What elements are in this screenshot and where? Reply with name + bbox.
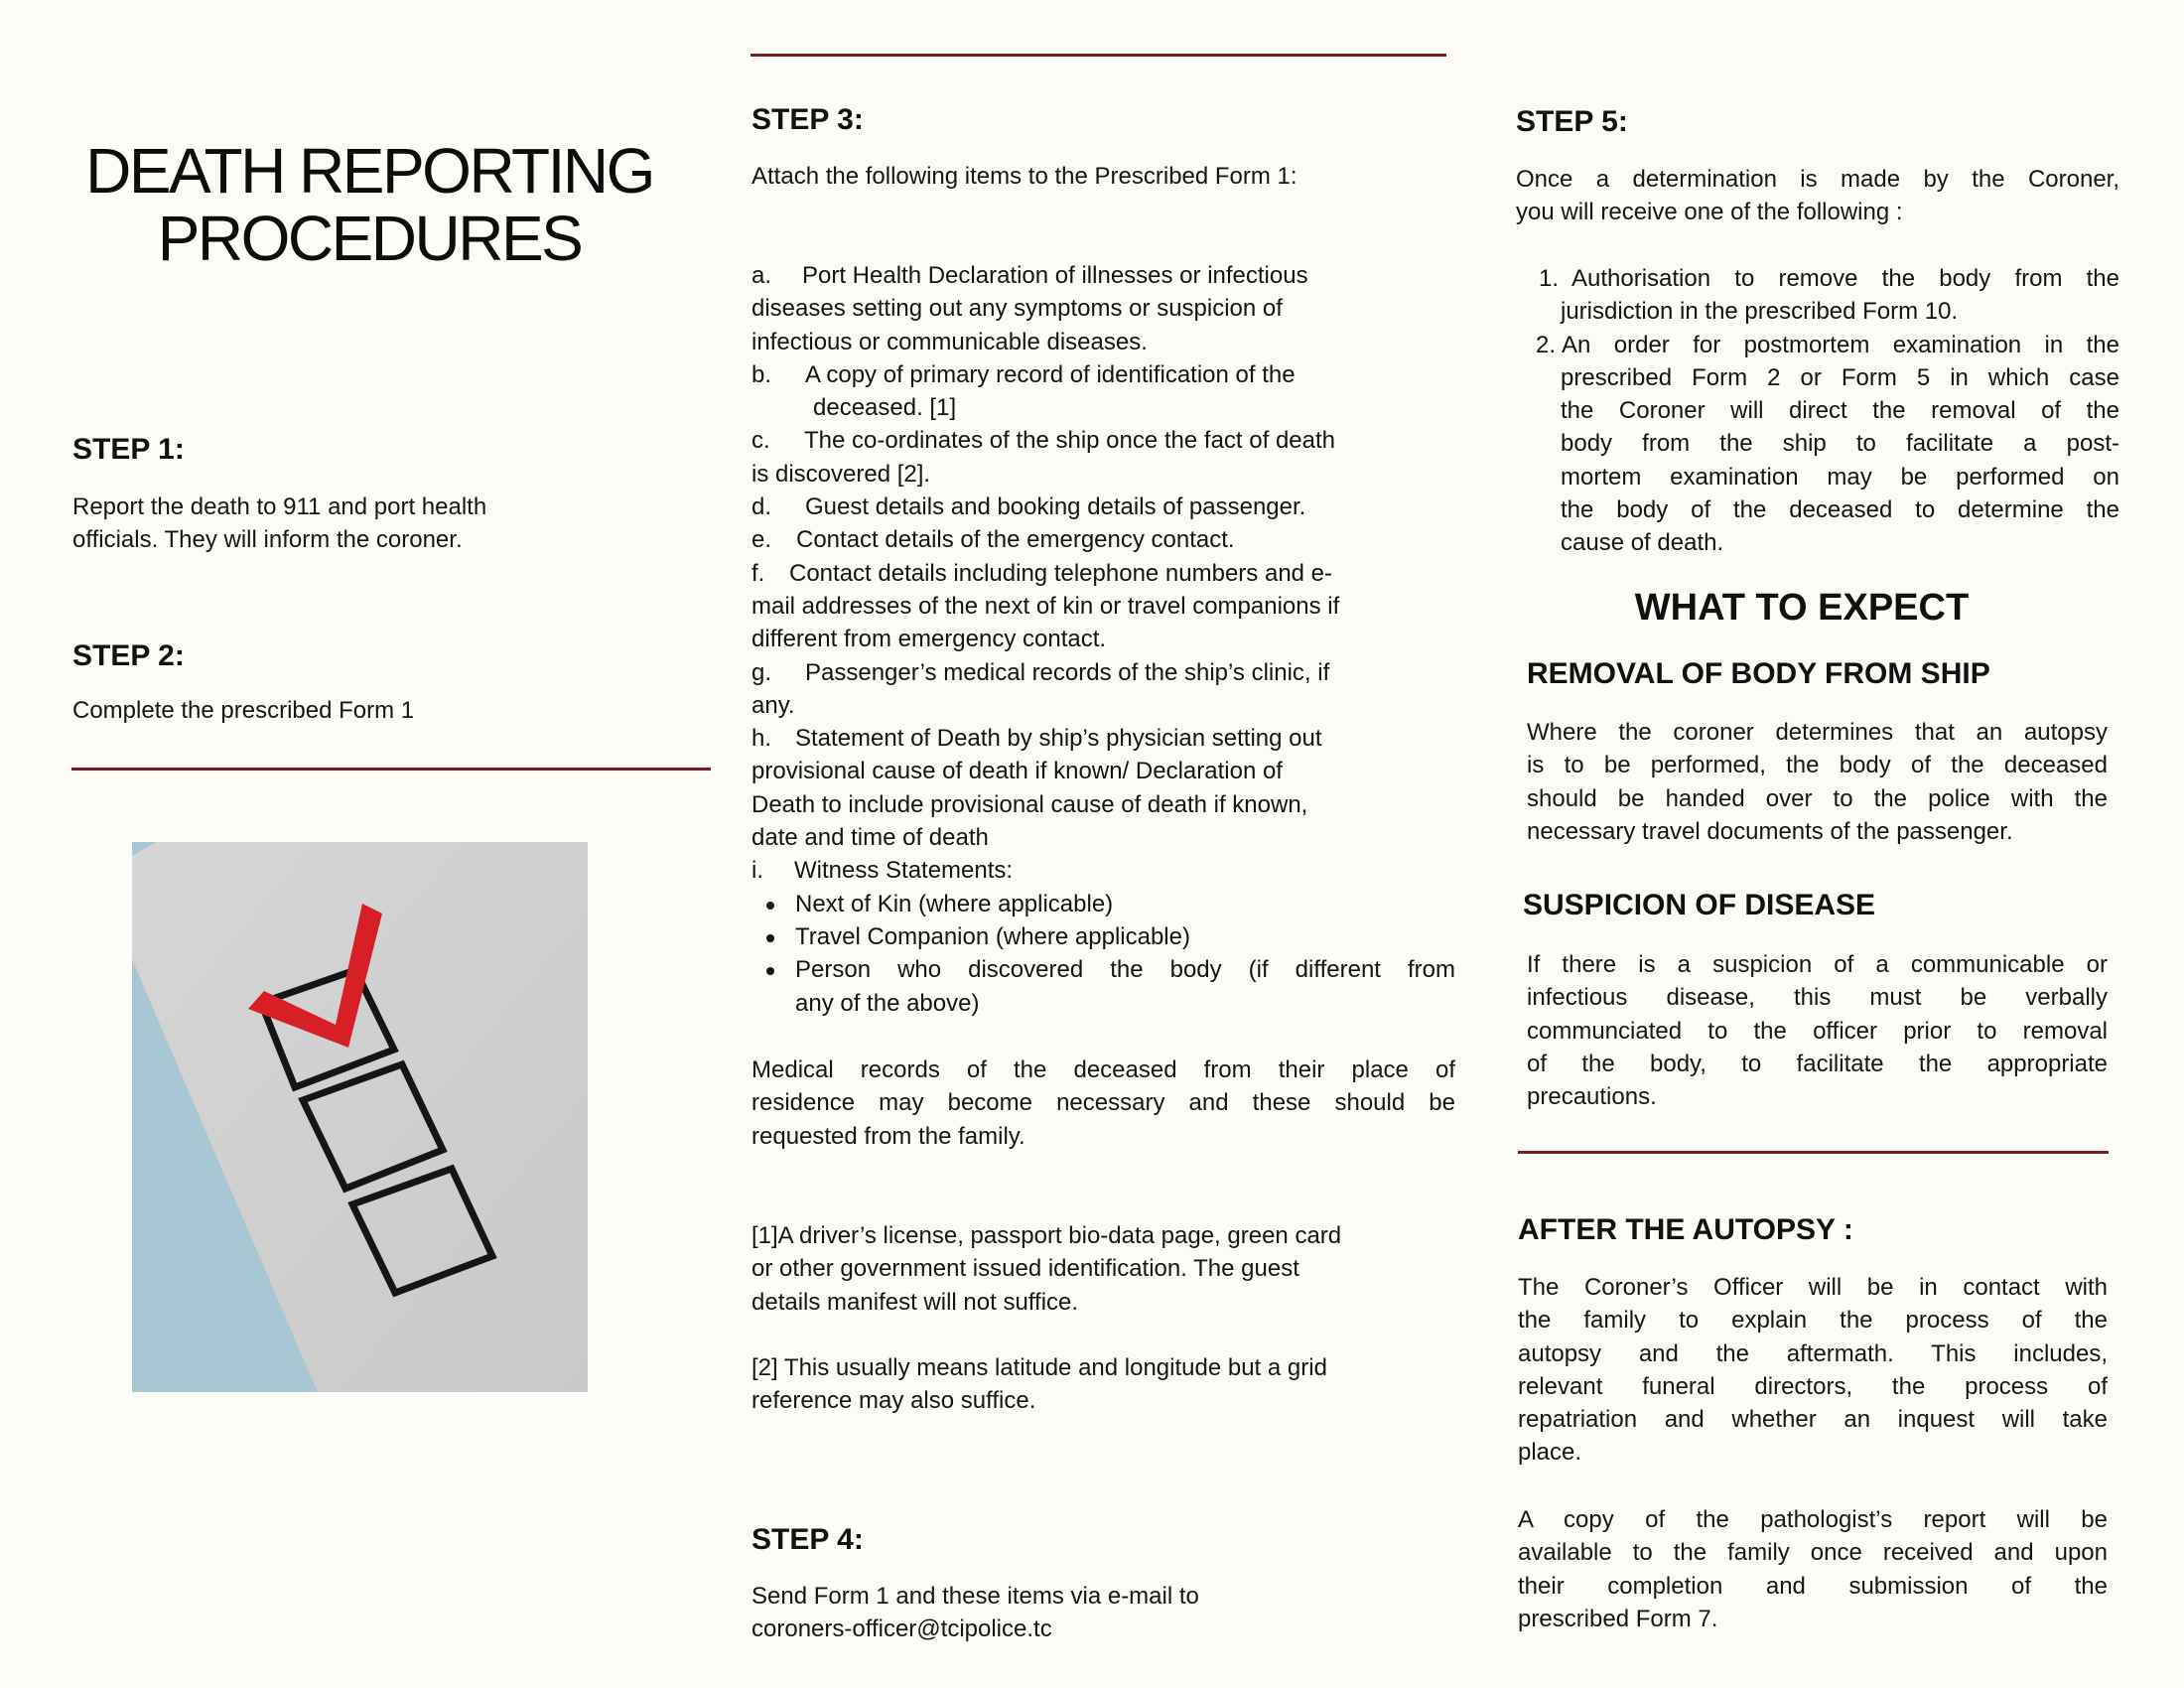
- step-3-heading: STEP 3:: [751, 103, 864, 136]
- item-continuation: [751, 326, 1455, 358]
- title-line-2: PROCEDURES: [157, 203, 582, 274]
- footnote-1: [751, 1219, 1455, 1319]
- item-continuation: [751, 788, 1455, 821]
- option-continuation: [1516, 461, 2119, 493]
- option-number: 1.: [1539, 265, 1560, 292]
- text-line: their completion and submission of the: [1518, 1572, 2108, 1600]
- after-autopsy-paragraph-2: [1518, 1503, 2108, 1635]
- footnote-2: [751, 1351, 1455, 1418]
- option-continuation: [1516, 427, 2119, 460]
- text-line: Complete the prescribed Form 1: [72, 697, 415, 724]
- item-continuation: [751, 590, 1455, 623]
- text-line: place.: [1518, 1439, 1582, 1467]
- text-line: Send Form 1 and these items via e-mail to: [751, 1583, 1199, 1610]
- item-text: Contact details including telephone numbers and e-: [789, 559, 1333, 587]
- text-line: relevant funeral directors, the process of: [1518, 1372, 2108, 1400]
- text-line: The Coroner’s Officer will be in contact with: [1518, 1274, 2108, 1301]
- item-text: infectious or communicable diseases.: [751, 328, 1148, 355]
- option-continuation: [1516, 493, 2119, 526]
- option-item-1: [1516, 262, 2119, 295]
- option-continuation: [1516, 526, 2119, 559]
- item-label: i.: [751, 857, 763, 885]
- item-label: c.: [751, 427, 770, 455]
- option-item-2: [1516, 329, 2119, 361]
- item-text: mail addresses of the next of kin or travel companions if: [751, 592, 1340, 620]
- divider-rule: [71, 768, 711, 771]
- witness-bullet-item: [751, 888, 1455, 920]
- item-text: Passenger’s medical records of the ship’s clinic, if: [805, 658, 1330, 686]
- text-line: autopsy and the aftermath. This includes,: [1518, 1339, 2108, 1367]
- item-label: b.: [751, 360, 772, 388]
- item-text: Guest details and booking details of passenger.: [805, 493, 1306, 521]
- step-5-options-list: [1516, 262, 2119, 560]
- item-text: diseases setting out any symptoms or suspicion of: [751, 295, 1283, 323]
- list-item-c: [751, 424, 1455, 457]
- item-text: different from emergency contact.: [751, 626, 1107, 653]
- removal-text: [1527, 716, 2108, 848]
- step-4-heading: STEP 4:: [751, 1523, 864, 1556]
- medical-records-note: [751, 1054, 1455, 1153]
- top-divider-rule: [751, 54, 1446, 57]
- item-label: f.: [751, 559, 765, 587]
- list-item-g: [751, 656, 1455, 689]
- text-line: details manifest will not suffice.: [751, 1288, 1079, 1316]
- list-item-a: [751, 259, 1455, 292]
- text-line: Where the coroner determines that an autopsy: [1527, 719, 2108, 746]
- item-text: date and time of death: [751, 824, 989, 852]
- text-line: officials. They will inform the coroner.: [72, 526, 463, 554]
- item-text: A copy of primary record of identification of the: [805, 360, 1296, 388]
- option-text: the body of the deceased to determine the: [1561, 496, 2119, 524]
- item-text: deceased. [1]: [813, 394, 957, 422]
- item-continuation: [751, 391, 1455, 424]
- item-text: provisional cause of death if known/ Declaration of: [751, 758, 1283, 785]
- list-item-e: [751, 523, 1455, 556]
- step-1-text: [72, 491, 688, 557]
- option-number: 2.: [1536, 331, 1557, 358]
- item-label: h.: [751, 725, 772, 753]
- checklist-image-icon: [132, 842, 588, 1392]
- text-line: the family to explain the process of the: [1518, 1307, 2108, 1335]
- list-item-i: [751, 854, 1455, 887]
- item-text: Statement of Death by ship’s physician setting out: [795, 725, 1322, 753]
- text-line: infectious disease, this must be verbally: [1527, 984, 2108, 1012]
- after-autopsy-heading: AFTER THE AUTOPSY :: [1518, 1213, 1853, 1246]
- text-line: repatriation and whether an inquest will take: [1518, 1406, 2108, 1434]
- document-title: [71, 137, 667, 272]
- removal-heading: REMOVAL OF BODY FROM SHIP: [1527, 657, 1990, 690]
- text-line: prescribed Form 7.: [1518, 1605, 1718, 1632]
- list-item-h: [751, 722, 1455, 755]
- option-text: An order for postmortem examination in the: [1562, 331, 2119, 358]
- text-line: should be handed over to the police with the: [1527, 784, 2108, 812]
- checklist-photo: [132, 842, 588, 1392]
- disease-heading: SUSPICION OF DISEASE: [1523, 889, 1876, 921]
- text-line: requested from the family.: [751, 1122, 1025, 1150]
- text-line: [1]A driver’s license, passport bio-data page, green card: [751, 1222, 1342, 1249]
- witness-bullet-item: [751, 920, 1455, 953]
- item-text: Contact details of the emergency contact.: [796, 526, 1235, 554]
- text-line: A copy of the pathologist’s report will be: [1518, 1506, 2108, 1533]
- witness-bullet-item: [751, 953, 1455, 986]
- bullet-continuation: [751, 987, 1455, 1020]
- option-text: Authorisation to remove the body from the: [1571, 265, 2119, 292]
- step-5-heading: STEP 5:: [1516, 105, 1628, 138]
- item-text: any.: [751, 691, 795, 719]
- step-3-item-list: [751, 259, 1455, 1020]
- text-line: necessary travel documents of the passenger.: [1527, 817, 2013, 845]
- option-continuation: [1516, 361, 2119, 394]
- list-item-d: [751, 491, 1455, 523]
- text-line: reference may also suffice.: [751, 1387, 1036, 1415]
- option-continuation: [1516, 394, 2119, 427]
- item-text: is discovered [2].: [751, 460, 931, 488]
- item-label: a.: [751, 262, 772, 289]
- what-to-expect-heading: WHAT TO EXPECT: [1634, 587, 1970, 629]
- text-line: is to be performed, the body of the deceased: [1527, 752, 2108, 779]
- option-text: the Coroner will direct the removal of the: [1561, 397, 2119, 425]
- item-continuation: [751, 623, 1455, 655]
- option-text: body from the ship to facilitate a post-: [1561, 430, 2119, 458]
- text-line: If there is a suspicion of a communicable or: [1527, 951, 2108, 978]
- step-4-text: [751, 1580, 1455, 1646]
- disease-text: [1527, 948, 2108, 1113]
- item-text: Witness Statements:: [794, 857, 1014, 885]
- text-line: you will receive one of the following :: [1516, 199, 1903, 226]
- text-line: of the body, to facilitate the appropriate: [1527, 1050, 2108, 1077]
- item-text: The co-ordinates of the ship once the fact of death: [804, 427, 1336, 455]
- step-1-heading: STEP 1:: [72, 433, 185, 466]
- list-item-f: [751, 557, 1455, 590]
- item-continuation: [751, 821, 1455, 854]
- option-text: prescribed Form 2 or Form 5 in which case: [1561, 363, 2119, 391]
- bullet-text: Next of Kin (where applicable): [795, 890, 1114, 917]
- bullet-text: Person who discovered the body (if different from: [795, 956, 1455, 984]
- item-text: Port Health Declaration of illnesses or infectious: [802, 262, 1308, 289]
- bullet-text: Travel Companion (where applicable): [795, 922, 1190, 950]
- bullet-text: any of the above): [795, 989, 980, 1017]
- text-line: Once a determination is made by the Coroner,: [1516, 166, 2119, 193]
- text-line: communciated to the officer prior to removal: [1527, 1017, 2108, 1045]
- text-line: residence may become necessary and these should be: [751, 1089, 1455, 1117]
- option-text: cause of death.: [1561, 529, 1724, 557]
- email-link[interactable]: coroners-officer@tcipolice.tc: [751, 1616, 1052, 1643]
- text-line: precautions.: [1527, 1083, 1657, 1111]
- text-line: Medical records of the deceased from their place of: [751, 1056, 1455, 1083]
- option-continuation: [1516, 295, 2119, 328]
- bullet-icon: [766, 934, 774, 942]
- option-text: jurisdiction in the prescribed Form 10.: [1561, 298, 1959, 326]
- item-continuation: [751, 755, 1455, 787]
- bullet-icon: [766, 902, 774, 910]
- text-line: available to the family once received and upon: [1518, 1539, 2108, 1567]
- text-line: Attach the following items to the Prescribed Form 1:: [751, 163, 1297, 190]
- after-autopsy-paragraph-1: [1518, 1271, 2108, 1470]
- option-text: mortem examination may be performed on: [1561, 463, 2119, 491]
- title-line-1: DEATH REPORTING: [85, 135, 653, 207]
- item-label: g.: [751, 658, 772, 686]
- item-label: d.: [751, 493, 772, 521]
- list-item-b: [751, 358, 1455, 391]
- text-line: or other government issued identification. The guest: [751, 1255, 1299, 1283]
- bullet-icon: [766, 967, 774, 975]
- text-line: [2] This usually means latitude and longitude but a grid: [751, 1354, 1327, 1381]
- step-2-heading: STEP 2:: [72, 639, 185, 672]
- text-line: Report the death to 911 and port health: [72, 493, 487, 520]
- item-continuation: [751, 458, 1455, 491]
- step-2-text: [72, 694, 688, 727]
- step-5-intro: [1516, 163, 2119, 229]
- item-continuation: [751, 292, 1455, 325]
- item-label: e.: [751, 526, 772, 554]
- item-text: Death to include provisional cause of death if known,: [751, 790, 1308, 818]
- item-continuation: [751, 689, 1455, 722]
- step-3-intro: [751, 160, 1455, 193]
- divider-rule: [1518, 1151, 2109, 1154]
